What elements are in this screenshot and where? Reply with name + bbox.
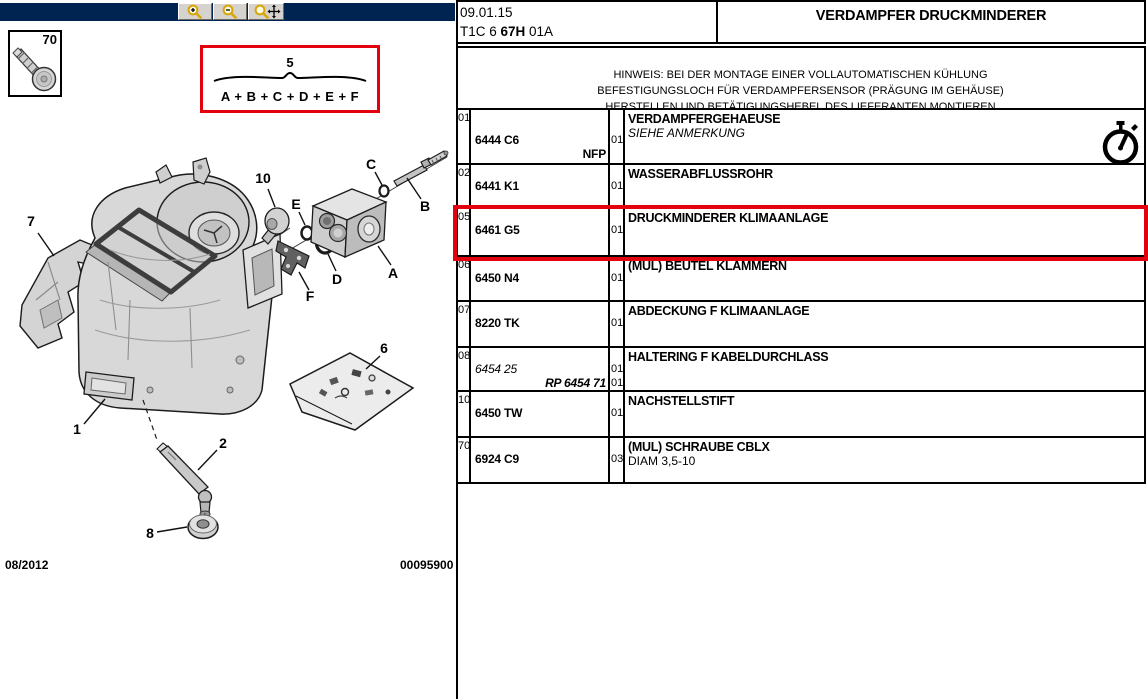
qty-cell: 01 [610, 257, 625, 300]
page-code: T1C 6 67H 01A [460, 23, 554, 39]
part-ref: 6450 N4 [475, 271, 519, 285]
callout-2[interactable]: 2 [219, 435, 227, 451]
callout-d[interactable]: D [331, 271, 343, 287]
desc-cell [625, 257, 1144, 300]
callout-a[interactable]: A [387, 265, 399, 281]
callout-b[interactable]: B [419, 198, 431, 214]
parts-table [457, 110, 1146, 484]
desc-cell [625, 209, 1144, 255]
pos-cell: 07 [457, 302, 471, 346]
table-row-selected[interactable] [457, 209, 1144, 257]
table-row[interactable] [457, 110, 1144, 165]
part-c-ring [380, 186, 389, 197]
panel-divider [456, 0, 458, 699]
page-title: VERDAMPFER DRUCKMINDERER [815, 8, 1047, 24]
part-qty: 01 [611, 363, 624, 375]
qty-cell [610, 348, 625, 390]
pos-cell: 08 [457, 348, 471, 390]
desc-cell [625, 392, 1144, 436]
edition-date: 08/2012 [5, 558, 49, 572]
qty-cell: 01 [610, 165, 625, 207]
screw-icon [10, 46, 60, 94]
part-desc-note: SIEHE ANMERKUNG [628, 126, 745, 140]
callout-c[interactable]: C [365, 156, 377, 172]
part-desc-note: DIAM 3,5-10 [628, 454, 696, 468]
table-header [457, 0, 1146, 44]
table-row[interactable] [457, 165, 1144, 209]
callout-f[interactable]: F [305, 288, 315, 304]
qty-cell: 01 [610, 110, 625, 163]
ref-cell [471, 165, 610, 207]
desc-cell [625, 165, 1144, 207]
pos-cell: 70 [457, 438, 471, 482]
part-desc: NACHSTELLSTIFT [628, 394, 735, 408]
stopwatch-icon [1098, 119, 1144, 167]
pos-cell: 10 [457, 392, 471, 436]
screw-callout-box [8, 30, 62, 97]
table-row[interactable] [457, 302, 1144, 348]
part-2-lever [157, 443, 212, 517]
part-ref: 6461 G5 [475, 223, 520, 237]
part-desc: WASSERABFLUSSROHR [628, 167, 773, 181]
ref-cell [471, 110, 610, 163]
part-desc: DRUCKMINDERER KLIMAANLAGE [628, 211, 829, 225]
part-qty2: 01 [611, 377, 624, 389]
ref-cell [471, 392, 610, 436]
part-desc: HALTERING F KABELDURCHLASS [628, 350, 829, 364]
table-row[interactable] [457, 348, 1144, 392]
screw-callout-number: 70 [42, 32, 57, 47]
formula-text: A + B + C + D + E + F [220, 89, 360, 104]
callout-6[interactable]: 6 [380, 340, 388, 356]
part-1-heater-box [78, 158, 282, 414]
callout-1[interactable]: 1 [73, 421, 81, 437]
zoom-in-button[interactable] [178, 3, 212, 20]
desc-cell [625, 302, 1144, 346]
part-8-grommet [188, 513, 218, 539]
part-desc: (MUL) BEUTEL KLAMMERN [628, 259, 787, 273]
part-desc: VERDAMPFERGEHAEUSE [628, 112, 781, 126]
callout-10[interactable]: 10 [255, 170, 271, 186]
part-ref-note: NFP [582, 147, 606, 161]
note-box [457, 46, 1146, 113]
table-row[interactable] [457, 392, 1144, 438]
document-number: 00095900 [400, 558, 454, 572]
pos-cell: 02 [457, 165, 471, 207]
assembly-formula-box [200, 45, 380, 113]
zoom-pan-button[interactable] [248, 3, 284, 20]
desc-cell [625, 438, 1144, 482]
callout-8[interactable]: 8 [146, 525, 154, 541]
callout-7[interactable]: 7 [27, 213, 35, 229]
part-ref: 8220 TK [475, 316, 520, 330]
desc-cell [625, 348, 1144, 390]
part-6-clip-bag [290, 353, 413, 430]
part-ref: 6454 25 [475, 362, 517, 376]
desc-cell [625, 110, 1144, 163]
part-b-threaded-stem [394, 151, 448, 186]
part-ref: 6924 C9 [475, 452, 519, 466]
part-ref: 6450 TW [475, 406, 523, 420]
ref-cell [471, 302, 610, 346]
page-date: 09.01.15 [460, 5, 513, 20]
part-desc: ABDECKUNG F KLIMAANLAGE [628, 304, 810, 318]
qty-cell: 03 [610, 438, 625, 482]
ref-cell [471, 257, 610, 300]
qty-cell: 01 [610, 302, 625, 346]
part-desc: (MUL) SCHRAUBE CBLX [628, 440, 770, 454]
pos-cell: 05 [457, 209, 471, 255]
magnifier-move-icon [249, 4, 283, 19]
part-ref-replacement: RP 6454 71 [545, 376, 606, 390]
magnifier-plus-icon [179, 4, 211, 19]
pos-cell: 01 [457, 110, 471, 163]
zoom-toolbar [0, 3, 455, 21]
table-row[interactable] [457, 438, 1144, 484]
magnifier-minus-icon [214, 4, 246, 19]
ref-cell [471, 438, 610, 482]
part-a-expansion-valve [311, 189, 386, 257]
zoom-out-button[interactable] [213, 3, 247, 20]
page-code-cell [457, 2, 718, 42]
callout-e[interactable]: E [291, 196, 301, 212]
part-ref: 6444 C6 [475, 133, 519, 147]
ref-cell [471, 348, 610, 390]
note-line: HERSTELLEN UND BETÄTIGUNGSHEBEL DES LIEFERANTEN MONTIEREN [605, 101, 996, 113]
note-line: BEFESTIGUNGSLOCH FÜR VERDAMPFERSENSOR (PRÄGUNG IM GEHÄUSE) [597, 85, 1004, 97]
table-row[interactable] [457, 257, 1144, 302]
qty-cell: 01 [610, 209, 625, 255]
note-line: HINWEIS: BEI DER MONTAGE EINER VOLLAUTOMATISCHEN KÜHLUNG [613, 69, 988, 81]
qty-cell: 01 [610, 392, 625, 436]
brace-icon [210, 71, 370, 83]
pos-cell: 06 [457, 257, 471, 300]
part-ref: 6441 K1 [475, 179, 519, 193]
formula-group-number: 5 [286, 55, 294, 70]
ref-cell [471, 209, 610, 255]
